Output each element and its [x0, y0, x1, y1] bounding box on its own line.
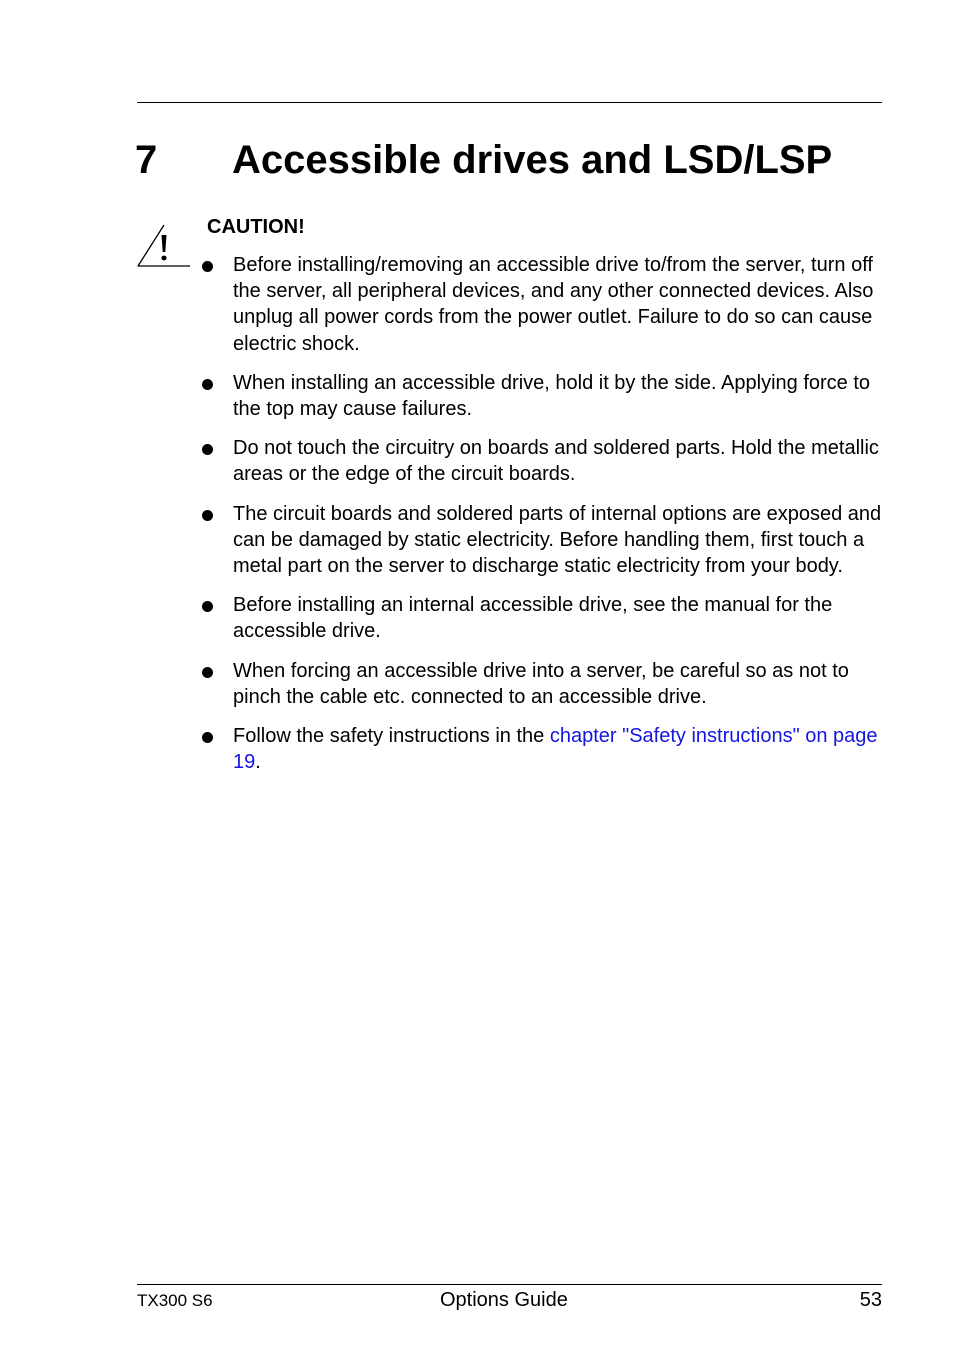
list-item-suffix: . [255, 751, 261, 774]
page-number: 53 [859, 1289, 882, 1311]
list-item [0, 370, 954, 422]
list-item-text: Before installing an internal accessible drive, see the manual for the accessible drive. [233, 594, 833, 643]
list-item-text: Do not touch the circuitry on boards and soldered parts. Hold the metallic areas or the edge of the circuit boards. [233, 437, 879, 486]
list-item [0, 252, 954, 357]
list-item-text [233, 723, 883, 775]
bullet-icon [202, 379, 213, 390]
list-item [0, 592, 954, 644]
bottom-rule [137, 1284, 882, 1285]
list-item-text: Before installing/removing an accessible drive to/from the server, turn off the server, all peripheral devices, and any other connected devices. Also unplug all power cords from the power outlet. Failure to do so can cause electric shock. [233, 254, 874, 355]
list-item [0, 435, 954, 487]
bullet-icon [202, 444, 213, 455]
bullet-icon [202, 261, 213, 272]
list-item [0, 501, 954, 580]
safety-instructions-link[interactable]: chapter "Safety instructions" on page 19 [233, 725, 878, 774]
list-item-prefix: Follow the safety instructions in the [233, 725, 550, 748]
list-item-text: When forcing an accessible drive into a server, be careful so as not to pinch the cable etc. connected to an accessible drive. [233, 659, 849, 708]
footer-guide-title: Options Guide [440, 1289, 568, 1311]
list-item [0, 658, 954, 710]
caution-list [0, 252, 954, 788]
bullet-icon [202, 667, 213, 678]
list-item-text: The circuit boards and soldered parts of internal options are exposed and can be damaged by static electricity. Before handling them, first touch a metal part on the server to discharge static electricity from your body. [233, 502, 882, 578]
top-rule [137, 102, 882, 103]
bullet-icon [202, 732, 213, 743]
bullet-icon [202, 510, 213, 521]
list-item [0, 723, 954, 775]
chapter-title: Accessible drives and LSD/LSP [232, 138, 833, 182]
footer-model: TX300 S6 [137, 1291, 213, 1310]
chapter-number: 7 [135, 138, 158, 182]
chapter-heading [135, 134, 895, 186]
bullet-icon [202, 601, 213, 612]
caution-label: CAUTION! [207, 216, 305, 238]
list-item-text: When installing an accessible drive, hold it by the side. Applying force to the top may cause failures. [233, 371, 871, 421]
